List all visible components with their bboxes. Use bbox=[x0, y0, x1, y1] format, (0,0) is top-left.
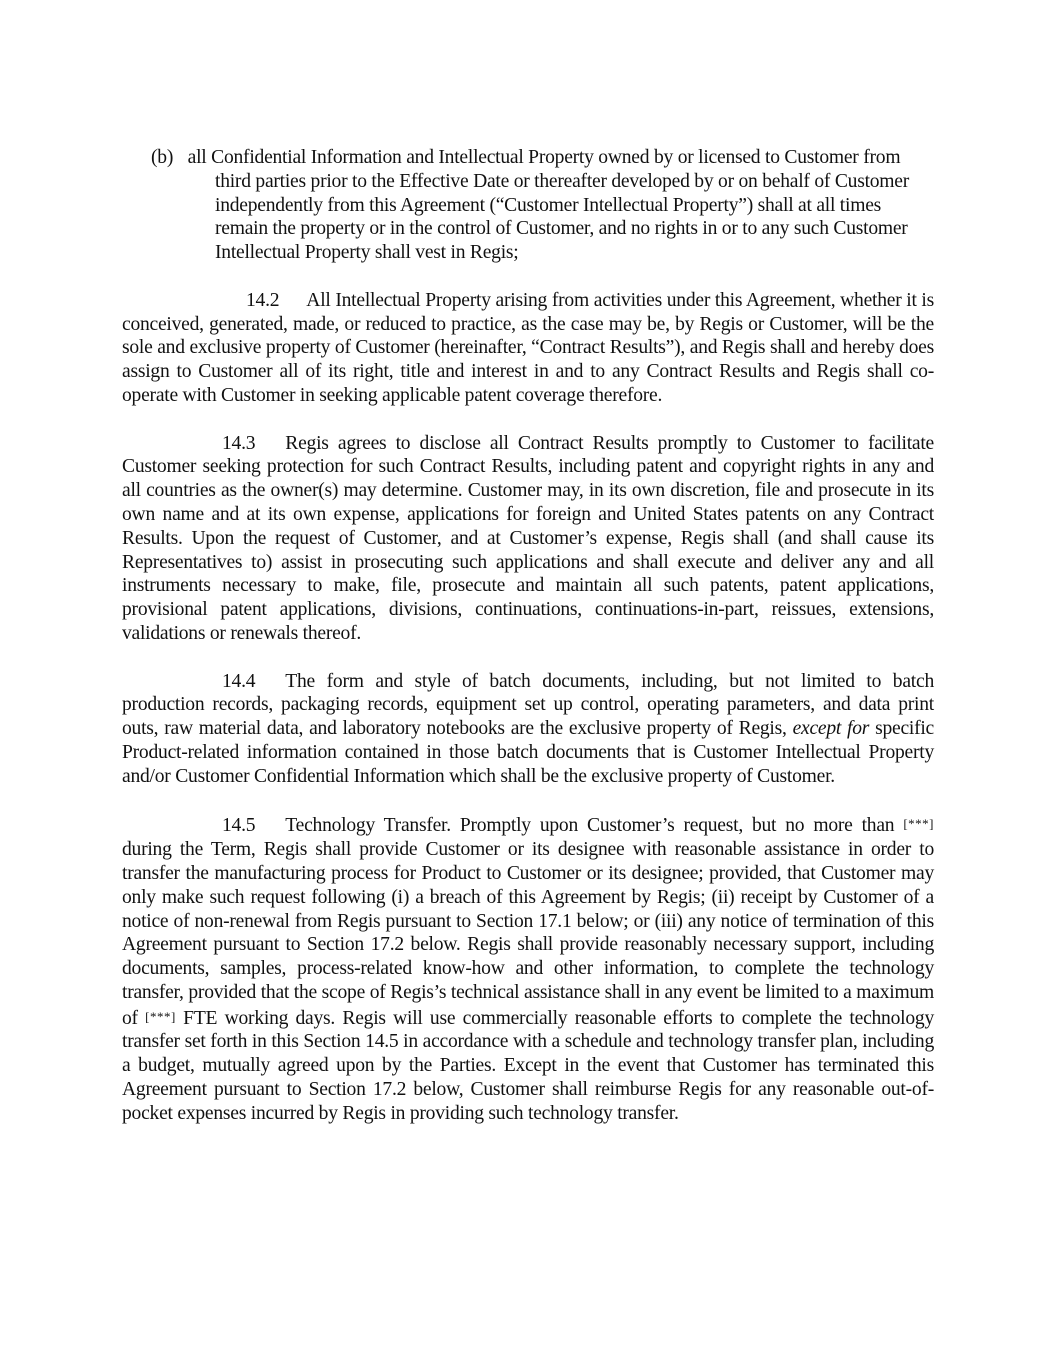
section-text: All Intellectual Property arising from activities under this Agreement, whether it is conceived, generated, made, or reduced to practice, as the case may be, by Regis or Customer, will be the sole and exclusive property of Customer (hereinafter, “Contract Results”), and Regis shall and hereby does assign to Customer all of its right, title and interest in and to any Contract Results and Regis shall co-operate with Customer in seeking applicable patent coverage therefore. bbox=[122, 289, 934, 406]
section-14-4 bbox=[122, 670, 934, 789]
section-14-2 bbox=[122, 289, 934, 408]
section-14-5 bbox=[122, 812, 934, 1125]
paragraph-b: (b) all Confidential Information and Intellectual Property owned by or licensed to Customer from third parties prior to the Effective Date or thereafter developed by or on behalf of Customer independently from this Agreement (“Customer Intellectual Property”) shall at all times remain the property or in the control of Customer, and no rights in or to any such Customer Intellectual Property shall vest in Regis; bbox=[151, 147, 910, 264]
section-number: 14.4 bbox=[222, 670, 256, 692]
redaction-marker: [***] bbox=[145, 1008, 176, 1024]
section-number: 14.5 bbox=[222, 815, 256, 837]
section-text-continued: specific Product-related information contained in those batch documents that is Customer Intellectual Property and/or Customer Confidential Information which shall be the exclusive property of Customer. bbox=[122, 718, 935, 787]
section-text: Technology Transfer. Promptly upon Customer’s request, but no more than bbox=[285, 815, 904, 837]
italic-exception-text: except for bbox=[792, 718, 870, 740]
section-text-end: FTE working days. Regis will use commercially reasonable efforts to complete the technology transfer set forth in this Section 14.5 in accordance with a schedule and technology transfer plan, including a budget, mutually agreed upon by the Parties. Except in the event that Customer has terminated this Agreement pursuant to Section 17.2 below, Customer shall reimburse Regis for any reasonable out-of-pocket expenses incurred by Regis in providing such technology transfer. bbox=[122, 1007, 934, 1124]
section-text: Regis agrees to disclose all Contract Results promptly to Customer to facilitate Customer seeking protection for such Contract Results, including patent and copyright rights in any and all countries as the owner(s) may determine. Customer may, in its own discretion, file and prosecute in its own name and at its own expense, applications for foreign and United States patents on any Contract Results. Upon the request of Customer, and at Customer’s expense, Regis shall (and shall cause its Representatives to) assist in prosecuting such applications and shall execute and deliver any and all instruments necessary to make, file, prosecute and maintain all such patents, patent applications, provisional patent applications, divisions, continuations, continuations-in-part, reissues, extensions, validations or renewals thereof. bbox=[122, 432, 934, 644]
redaction-marker: [***] bbox=[903, 816, 934, 832]
clause-text: all Confidential Information and Intellectual Property owned by or licensed to Customer from third parties prior to the Effective Date or thereafter developed by or on behalf of Customer independently from this Agreement (“Customer Intellectual Property”) shall at all times remain the property or in the control of Customer, and no rights in or to any such Customer Intellectual Property shall vest in Regis; bbox=[187, 147, 910, 264]
section-text: The form and style of batch documents, including, but not limited to batch production records, packaging records, equipment set up control, operating parameters, and data print outs, raw material data, and laboratory notebooks are the exclusive property of Regis, bbox=[122, 670, 934, 740]
document-page bbox=[122, 146, 934, 1149]
section-text-continued: during the Term, Regis shall provide Customer or its designee with reasonable assistance in order to transfer the manufacturing process for Product to Customer or its designee; provided, that Customer may only make such request following (i) a breach of this Agreement by Regis; (ii) receipt by Customer of a notice of non-renewal from Regis pursuant to Section 17.1 below; or (iii) any notice of termination of this Agreement pursuant to Section 17.2 below. Regis shall provide reasonably necessary support, including documents, samples, process-related know-how and other information, to complete the technology transfer, provided that the scope of Regis’s technical assistance shall in any event be limited to a maximum of bbox=[122, 839, 934, 1029]
section-14-3 bbox=[122, 432, 934, 646]
section-number: 14.3 bbox=[222, 432, 256, 454]
section-number: 14.2 bbox=[246, 289, 280, 311]
